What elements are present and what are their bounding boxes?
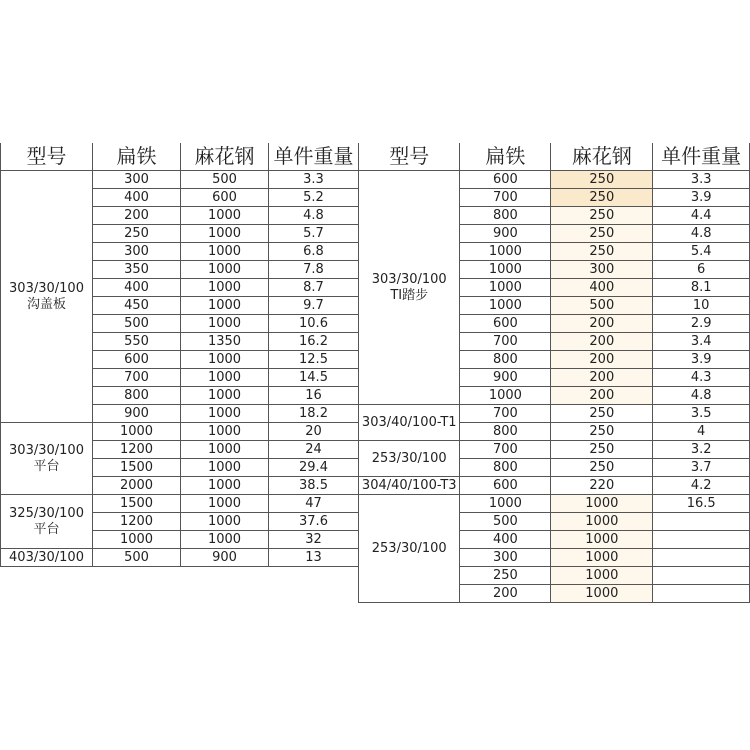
twisted-steel-header: 麻花钢 <box>551 143 653 171</box>
twisted-steel-cell: 1000 <box>181 297 269 315</box>
flat-iron-cell: 250 <box>460 567 551 585</box>
flat-iron-cell: 800 <box>460 207 551 225</box>
unit-weight-cell: 5.7 <box>269 225 359 243</box>
flat-iron-cell: 1000 <box>460 243 551 261</box>
model-cell: 303/30/100 沟盖板 <box>1 171 93 423</box>
unit-weight-cell: 3.7 <box>653 459 750 477</box>
twisted-steel-cell: 1000 <box>551 549 653 567</box>
unit-weight-cell: 5.2 <box>269 189 359 207</box>
flat-iron-cell: 600 <box>93 351 181 369</box>
twisted-steel-cell: 400 <box>551 279 653 297</box>
flat-iron-cell: 600 <box>460 171 551 189</box>
flat-iron-cell: 300 <box>93 243 181 261</box>
table-row <box>1 171 359 189</box>
flat-iron-cell: 1000 <box>460 495 551 513</box>
unit-weight-cell: 38.5 <box>269 477 359 495</box>
unit-weight-cell: 3.5 <box>653 405 750 423</box>
flat-iron-cell: 600 <box>460 315 551 333</box>
unit-weight-cell: 8.7 <box>269 279 359 297</box>
twisted-steel-cell: 1000 <box>181 279 269 297</box>
unit-weight-cell: 9.7 <box>269 297 359 315</box>
unit-weight-cell: 4.8 <box>269 207 359 225</box>
twisted-steel-cell: 250 <box>551 171 653 189</box>
flat-iron-cell: 500 <box>93 315 181 333</box>
model-cell: 304/40/100-T3 <box>359 477 460 495</box>
twisted-steel-cell: 200 <box>551 387 653 405</box>
model-header: 型号 <box>359 143 460 171</box>
unit-weight-cell: 32 <box>269 531 359 549</box>
unit-weight-cell: 13 <box>269 549 359 567</box>
table-row <box>359 405 750 423</box>
right-weight-table <box>358 143 750 603</box>
flat-iron-cell: 1200 <box>93 513 181 531</box>
table-row <box>1 495 359 513</box>
unit-weight-cell: 3.9 <box>653 189 750 207</box>
unit-weight-cell: 16 <box>269 387 359 405</box>
unit-weight-cell: 4 <box>653 423 750 441</box>
unit-weight-cell: 3.3 <box>653 171 750 189</box>
flat-iron-cell: 1000 <box>93 531 181 549</box>
flat-iron-cell: 800 <box>93 387 181 405</box>
unit-weight-cell: 16.5 <box>653 495 750 513</box>
twisted-steel-cell: 220 <box>551 477 653 495</box>
twisted-steel-cell: 1000 <box>551 495 653 513</box>
flat-iron-header: 扁铁 <box>93 143 181 171</box>
twisted-steel-cell: 250 <box>551 207 653 225</box>
twisted-steel-cell: 1000 <box>181 423 269 441</box>
twisted-steel-cell: 1000 <box>181 225 269 243</box>
unit-weight-cell: 47 <box>269 495 359 513</box>
flat-iron-cell: 450 <box>93 297 181 315</box>
table-row <box>1 549 359 567</box>
flat-iron-cell: 550 <box>93 333 181 351</box>
unit-weight-cell: 37.6 <box>269 513 359 531</box>
twisted-steel-cell: 200 <box>551 351 653 369</box>
twisted-steel-cell: 1000 <box>181 477 269 495</box>
table-row <box>359 441 750 459</box>
flat-iron-cell: 200 <box>460 585 551 603</box>
twisted-steel-cell: 1000 <box>181 531 269 549</box>
unit-weight-cell: 3.2 <box>653 441 750 459</box>
twisted-steel-cell: 900 <box>181 549 269 567</box>
flat-iron-cell: 700 <box>460 441 551 459</box>
table-row <box>359 495 750 513</box>
twisted-steel-cell: 1000 <box>181 387 269 405</box>
unit-weight-cell: 4.8 <box>653 387 750 405</box>
twisted-steel-cell: 1000 <box>181 513 269 531</box>
flat-iron-cell: 800 <box>460 423 551 441</box>
model-cell: 253/30/100 <box>359 441 460 477</box>
unit-weight-cell: 4.8 <box>653 225 750 243</box>
flat-iron-cell: 800 <box>460 351 551 369</box>
twisted-steel-header: 麻花钢 <box>181 143 269 171</box>
unit-weight-cell: 29.4 <box>269 459 359 477</box>
unit-weight-cell: 20 <box>269 423 359 441</box>
flat-iron-cell: 900 <box>460 369 551 387</box>
twisted-steel-cell: 1000 <box>181 351 269 369</box>
unit-weight-cell: 6.8 <box>269 243 359 261</box>
twisted-steel-cell: 250 <box>551 405 653 423</box>
unit-weight-cell <box>653 585 750 603</box>
unit-weight-cell <box>653 531 750 549</box>
unit-weight-header: 单件重量 <box>653 143 750 171</box>
twisted-steel-cell: 300 <box>551 261 653 279</box>
unit-weight-cell: 3.4 <box>653 333 750 351</box>
unit-weight-header: 单件重量 <box>269 143 359 171</box>
flat-iron-cell: 1000 <box>460 297 551 315</box>
twisted-steel-cell: 1000 <box>181 261 269 279</box>
unit-weight-cell: 4.3 <box>653 369 750 387</box>
unit-weight-cell: 8.1 <box>653 279 750 297</box>
flat-iron-cell: 400 <box>460 531 551 549</box>
flat-iron-cell: 800 <box>460 459 551 477</box>
twisted-steel-cell: 1000 <box>551 567 653 585</box>
twisted-steel-cell: 1000 <box>551 513 653 531</box>
header-row <box>359 143 750 171</box>
unit-weight-cell: 24 <box>269 441 359 459</box>
flat-iron-cell: 250 <box>93 225 181 243</box>
unit-weight-cell: 6 <box>653 261 750 279</box>
flat-iron-cell: 900 <box>460 225 551 243</box>
twisted-steel-cell: 1350 <box>181 333 269 351</box>
twisted-steel-cell: 1000 <box>551 585 653 603</box>
model-cell: 403/30/100 <box>1 549 93 567</box>
twisted-steel-cell: 600 <box>181 189 269 207</box>
unit-weight-cell: 10.6 <box>269 315 359 333</box>
table-row <box>359 477 750 495</box>
twisted-steel-cell: 250 <box>551 189 653 207</box>
table-row <box>1 423 359 441</box>
flat-iron-cell: 400 <box>93 279 181 297</box>
model-cell: 325/30/100 平台 <box>1 495 93 549</box>
flat-iron-cell: 2000 <box>93 477 181 495</box>
model-cell: 253/30/100 <box>359 495 460 603</box>
flat-iron-cell: 700 <box>93 369 181 387</box>
flat-iron-cell: 700 <box>460 189 551 207</box>
twisted-steel-cell: 1000 <box>551 531 653 549</box>
model-cell: 303/30/100 TI踏步 <box>359 171 460 405</box>
twisted-steel-cell: 500 <box>181 171 269 189</box>
twisted-steel-cell: 250 <box>551 243 653 261</box>
flat-iron-cell: 700 <box>460 333 551 351</box>
twisted-steel-cell: 200 <box>551 315 653 333</box>
unit-weight-cell: 5.4 <box>653 243 750 261</box>
unit-weight-cell: 3.9 <box>653 351 750 369</box>
table-row <box>359 171 750 189</box>
left-weight-table <box>0 143 359 567</box>
flat-iron-cell: 400 <box>93 189 181 207</box>
unit-weight-cell: 10 <box>653 297 750 315</box>
twisted-steel-cell: 1000 <box>181 405 269 423</box>
header-row <box>1 143 359 171</box>
unit-weight-cell <box>653 567 750 585</box>
twisted-steel-cell: 1000 <box>181 459 269 477</box>
flat-iron-cell: 500 <box>93 549 181 567</box>
flat-iron-cell: 1000 <box>460 261 551 279</box>
unit-weight-cell: 7.8 <box>269 261 359 279</box>
flat-iron-cell: 350 <box>93 261 181 279</box>
unit-weight-cell <box>653 513 750 531</box>
flat-iron-cell: 300 <box>93 171 181 189</box>
twisted-steel-cell: 1000 <box>181 315 269 333</box>
flat-iron-cell: 1000 <box>93 423 181 441</box>
unit-weight-cell: 16.2 <box>269 333 359 351</box>
flat-iron-cell: 500 <box>460 513 551 531</box>
flat-iron-cell: 1200 <box>93 441 181 459</box>
twisted-steel-cell: 200 <box>551 369 653 387</box>
flat-iron-header: 扁铁 <box>460 143 551 171</box>
twisted-steel-cell: 250 <box>551 441 653 459</box>
twisted-steel-cell: 500 <box>551 297 653 315</box>
twisted-steel-cell: 1000 <box>181 243 269 261</box>
twisted-steel-cell: 250 <box>551 459 653 477</box>
unit-weight-cell: 2.9 <box>653 315 750 333</box>
flat-iron-cell: 700 <box>460 405 551 423</box>
flat-iron-cell: 1500 <box>93 459 181 477</box>
flat-iron-cell: 900 <box>93 405 181 423</box>
flat-iron-cell: 1500 <box>93 495 181 513</box>
model-header: 型号 <box>1 143 93 171</box>
twisted-steel-cell: 250 <box>551 225 653 243</box>
unit-weight-cell: 14.5 <box>269 369 359 387</box>
flat-iron-cell: 600 <box>460 477 551 495</box>
flat-iron-cell: 1000 <box>460 387 551 405</box>
unit-weight-cell: 4.4 <box>653 207 750 225</box>
twisted-steel-cell: 1000 <box>181 369 269 387</box>
twisted-steel-cell: 1000 <box>181 441 269 459</box>
unit-weight-cell: 12.5 <box>269 351 359 369</box>
model-cell: 303/30/100 平台 <box>1 423 93 495</box>
flat-iron-cell: 1000 <box>460 279 551 297</box>
unit-weight-cell <box>653 549 750 567</box>
twisted-steel-cell: 250 <box>551 423 653 441</box>
flat-iron-cell: 200 <box>93 207 181 225</box>
model-cell: 303/40/100-T1 <box>359 405 460 441</box>
twisted-steel-cell: 1000 <box>181 495 269 513</box>
twisted-steel-cell: 200 <box>551 333 653 351</box>
unit-weight-cell: 18.2 <box>269 405 359 423</box>
unit-weight-cell: 3.3 <box>269 171 359 189</box>
twisted-steel-cell: 1000 <box>181 207 269 225</box>
flat-iron-cell: 300 <box>460 549 551 567</box>
unit-weight-cell: 4.2 <box>653 477 750 495</box>
